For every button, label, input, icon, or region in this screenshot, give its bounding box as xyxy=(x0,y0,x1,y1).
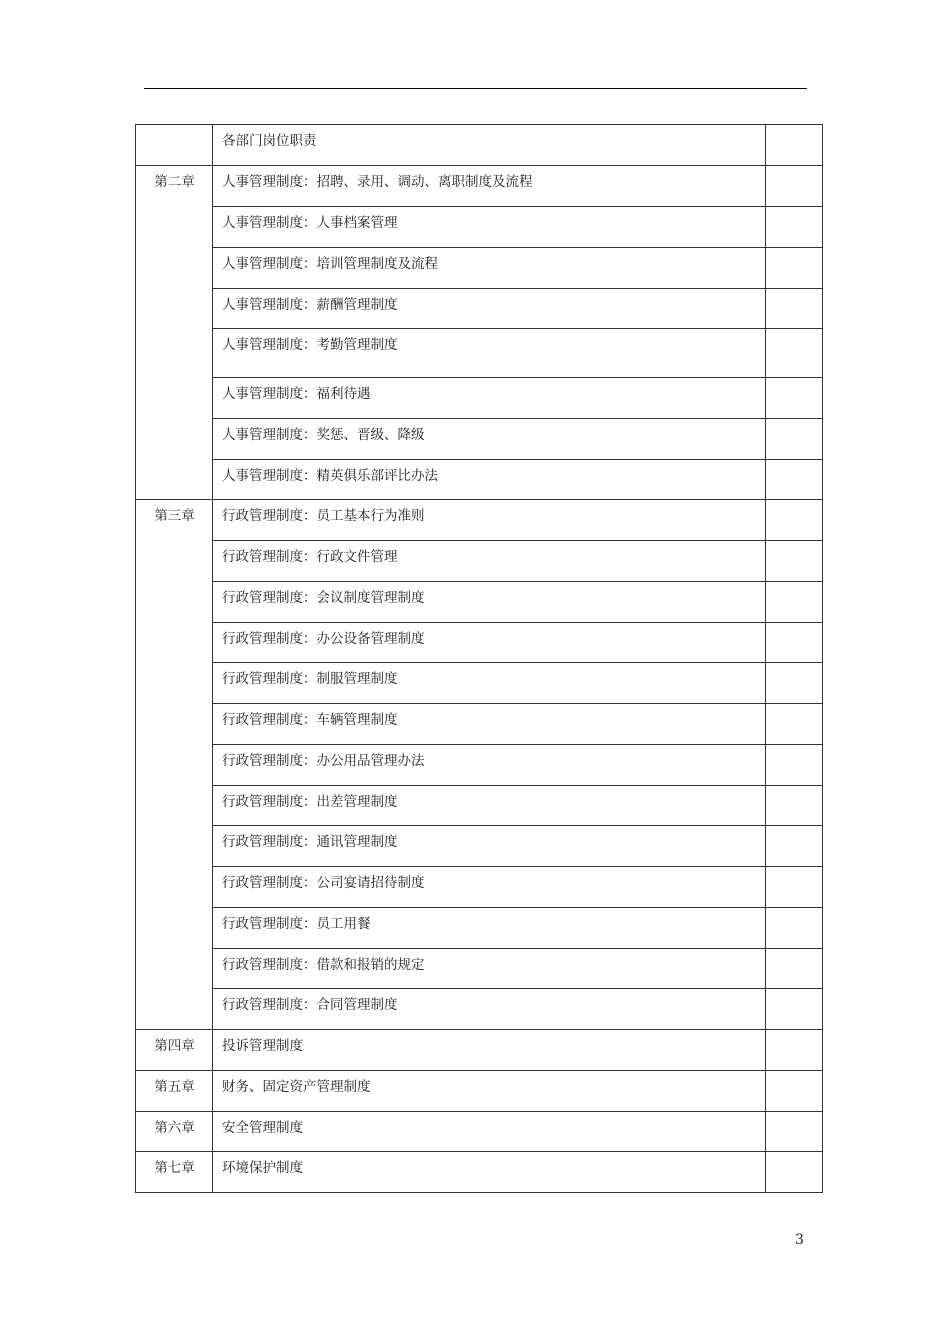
toc-entry-title: 人事管理制度：福利待遇 xyxy=(213,378,766,419)
toc-entry-title: 安全管理制度 xyxy=(213,1112,766,1152)
toc-entry-title: 行政管理制度：出差管理制度 xyxy=(213,786,766,826)
toc-entry-title: 行政管理制度：公司宴请招待制度 xyxy=(213,867,766,908)
toc-chapter-label: 第三章 xyxy=(154,508,195,524)
toc-row xyxy=(136,867,823,908)
toc-chapter-cell xyxy=(136,1152,213,1193)
toc-row xyxy=(136,541,823,582)
toc-entry-title: 行政管理制度：通讯管理制度 xyxy=(213,826,766,867)
toc-blank-cell xyxy=(766,663,823,704)
toc-row xyxy=(136,207,823,248)
toc-entry-title: 行政管理制度：员工基本行为准则 xyxy=(213,500,766,541)
toc-chapter-cell xyxy=(136,1112,213,1152)
toc-entry-title: 人事管理制度：培训管理制度及流程 xyxy=(213,248,766,289)
toc-entry-title: 行政管理制度：员工用餐 xyxy=(213,908,766,949)
toc-row xyxy=(136,908,823,949)
toc-entry-title: 人事管理制度：人事档案管理 xyxy=(213,207,766,248)
toc-blank-cell xyxy=(766,500,823,541)
toc-chapter-cell xyxy=(136,125,213,166)
header-rule xyxy=(144,88,807,89)
toc-row xyxy=(136,500,823,541)
toc-entry-title: 人事管理制度：奖惩、晋级、降级 xyxy=(213,419,766,460)
toc-entry-title: 人事管理制度：精英俱乐部评比办法 xyxy=(213,460,766,500)
toc-blank-cell xyxy=(766,125,823,166)
toc-blank-cell xyxy=(766,1112,823,1152)
toc-entry-title: 财务、固定资产管理制度 xyxy=(213,1071,766,1112)
toc-row xyxy=(136,248,823,289)
toc-entry-title: 行政管理制度：行政文件管理 xyxy=(213,541,766,582)
toc-blank-cell xyxy=(766,419,823,460)
toc-blank-cell xyxy=(766,908,823,949)
toc-entry-title: 行政管理制度：办公设备管理制度 xyxy=(213,623,766,663)
toc-row xyxy=(136,826,823,867)
toc-blank-cell xyxy=(766,582,823,623)
toc-blank-cell xyxy=(766,248,823,289)
toc-blank-cell xyxy=(766,1152,823,1193)
toc-blank-cell xyxy=(766,704,823,745)
toc-row xyxy=(136,1071,823,1112)
toc-row xyxy=(136,1030,823,1071)
toc-blank-cell xyxy=(766,378,823,419)
toc-entry-title: 各部门岗位职责 xyxy=(213,125,766,166)
toc-row xyxy=(136,786,823,826)
toc-row xyxy=(136,745,823,786)
toc-blank-cell xyxy=(766,166,823,207)
toc-chapter-label: 第四章 xyxy=(154,1038,195,1054)
toc-blank-cell xyxy=(766,289,823,329)
toc-blank-cell xyxy=(766,949,823,989)
toc-chapter-cell xyxy=(136,500,213,1030)
toc-entry-title: 行政管理制度：会议制度管理制度 xyxy=(213,582,766,623)
toc-entry-title: 人事管理制度：薪酬管理制度 xyxy=(213,289,766,329)
toc-blank-cell xyxy=(766,1030,823,1071)
toc-entry-title: 人事管理制度：考勤管理制度 xyxy=(213,329,766,378)
toc-row xyxy=(136,329,823,378)
toc-entry-title: 行政管理制度：办公用品管理办法 xyxy=(213,745,766,786)
toc-blank-cell xyxy=(766,989,823,1030)
toc-chapter-label: 第五章 xyxy=(154,1079,195,1095)
toc-chapter-cell xyxy=(136,1071,213,1112)
toc-row xyxy=(136,989,823,1030)
toc-entry-title: 环境保护制度 xyxy=(213,1152,766,1193)
toc-row xyxy=(136,663,823,704)
toc-entry-title: 行政管理制度：车辆管理制度 xyxy=(213,704,766,745)
toc-entry-title: 投诉管理制度 xyxy=(213,1030,766,1071)
page-number: 3 xyxy=(795,1232,804,1248)
toc-entry-title: 行政管理制度：借款和报销的规定 xyxy=(213,949,766,989)
toc-blank-cell xyxy=(766,207,823,248)
toc-chapter-label: 第二章 xyxy=(154,174,195,190)
toc-row xyxy=(136,949,823,989)
toc-blank-cell xyxy=(766,826,823,867)
toc-row xyxy=(136,1152,823,1193)
toc-table xyxy=(135,124,823,1193)
toc-entry-title: 人事管理制度：招聘、录用、调动、离职制度及流程 xyxy=(213,166,766,207)
toc-entry-title: 行政管理制度：制服管理制度 xyxy=(213,663,766,704)
toc-blank-cell xyxy=(766,1071,823,1112)
toc-blank-cell xyxy=(766,541,823,582)
toc-chapter-cell xyxy=(136,1030,213,1071)
toc-chapter-label: 第六章 xyxy=(154,1120,195,1136)
toc-body xyxy=(136,125,823,1193)
toc-row xyxy=(136,582,823,623)
toc-chapter-label: 第七章 xyxy=(154,1160,195,1176)
toc-row xyxy=(136,378,823,419)
toc-blank-cell xyxy=(766,623,823,663)
toc-row xyxy=(136,623,823,663)
toc-row xyxy=(136,125,823,166)
toc-blank-cell xyxy=(766,460,823,500)
toc-chapter-cell xyxy=(136,166,213,500)
toc-row xyxy=(136,460,823,500)
toc-row xyxy=(136,289,823,329)
toc-entry-title: 行政管理制度：合同管理制度 xyxy=(213,989,766,1030)
toc-blank-cell xyxy=(766,786,823,826)
toc-row xyxy=(136,166,823,207)
toc-blank-cell xyxy=(766,745,823,786)
toc-blank-cell xyxy=(766,329,823,378)
toc-row xyxy=(136,419,823,460)
toc-row xyxy=(136,1112,823,1152)
toc-blank-cell xyxy=(766,867,823,908)
toc-row xyxy=(136,704,823,745)
